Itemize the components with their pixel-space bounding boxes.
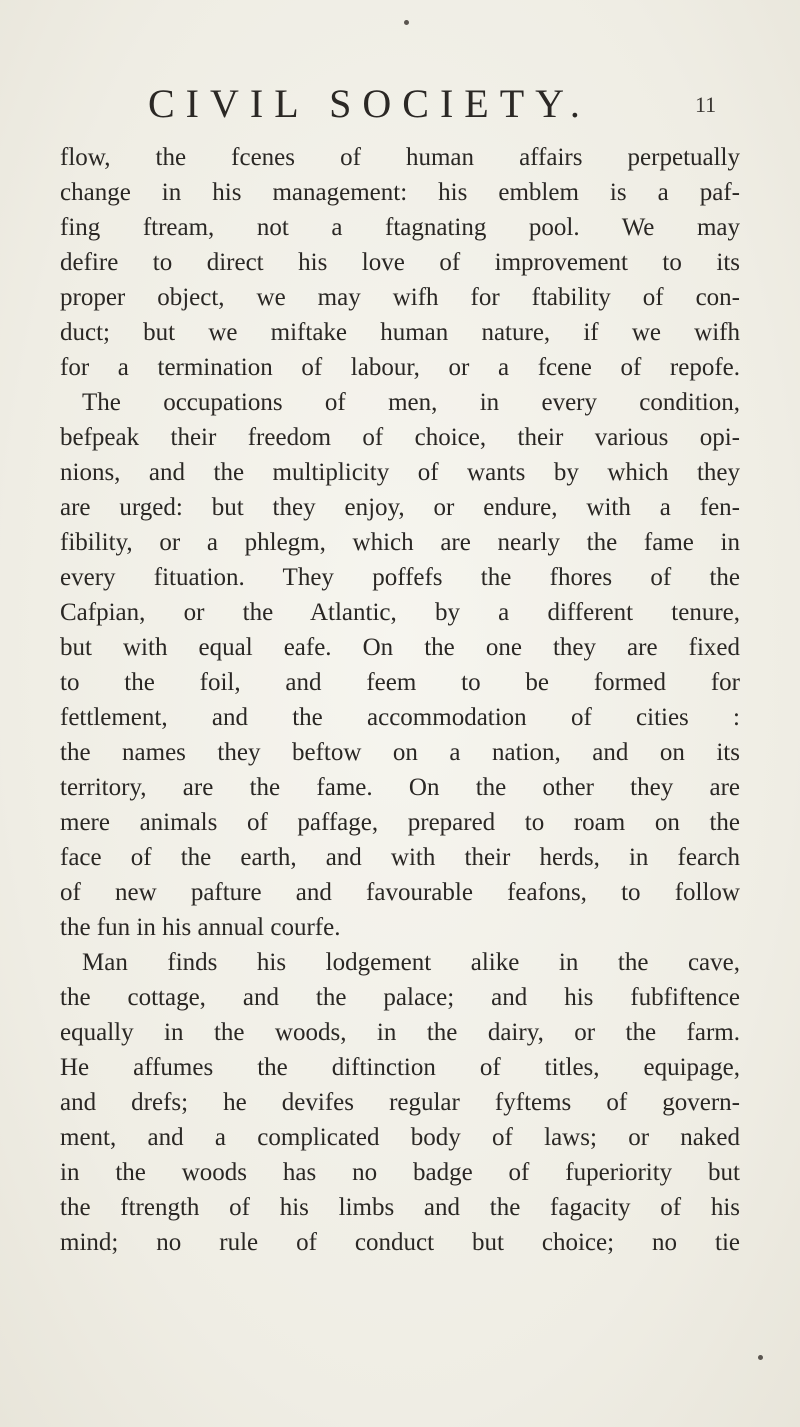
text-line: equally in the woods, in the dairy, or the farm. xyxy=(60,1019,740,1046)
text-line: the ftrength of his limbs and the fagacity of his xyxy=(60,1194,740,1221)
text-line: mere animals of paffage, prepared to roam on the xyxy=(60,809,740,836)
text-line: mind; no rule of conduct but choice; no tie xyxy=(60,1229,740,1256)
text-line: fing ftream, not a ftagnating pool. We may xyxy=(60,214,740,241)
text-line: befpeak their freedom of choice, their various opi- xyxy=(60,424,740,451)
text-line: proper object, we may wifh for ftability of con- xyxy=(60,284,740,311)
text-line: the names they beftow on a nation, and on its xyxy=(60,739,740,766)
page-number: 11 xyxy=(695,92,717,117)
text-line: territory, are the fame. On the other they are xyxy=(60,774,740,801)
running-head: CIVIL SOCIETY. xyxy=(148,81,591,126)
text-line: ment, and a complicated body of laws; or naked xyxy=(60,1124,740,1151)
print-speck xyxy=(758,1355,763,1360)
text-line: but with equal eafe. On the one they are fixed xyxy=(60,634,740,661)
text-line: defire to direct his love of improvement to its xyxy=(60,249,740,276)
text-line: the cottage, and the palace; and his fubfiftence xyxy=(60,984,740,1011)
text-line: face of the earth, and with their herds, in fearch xyxy=(60,844,740,871)
text-line: every fituation. They poffefs the fhores of the xyxy=(60,564,740,591)
text-line: fettlement, and the accommodation of cities : xyxy=(60,704,740,731)
text-line: to the foil, and feem to be formed for xyxy=(60,669,740,696)
print-speck xyxy=(404,20,409,25)
text-line: Cafpian, or the Atlantic, by a different tenure, xyxy=(60,599,740,626)
text-line: nions, and the multiplicity of wants by which they xyxy=(60,459,740,486)
text-line: and drefs; he devifes regular fyftems of govern- xyxy=(60,1089,740,1116)
text-line: of new pafture and favourable feafons, to follow xyxy=(60,879,740,906)
text-line: Man finds his lodgement alike in the cave, xyxy=(82,949,740,976)
text-line: flow, the fcenes of human affairs perpetually xyxy=(60,144,740,171)
page-header xyxy=(0,80,800,128)
text-line: He affumes the diftinction of titles, equipage, xyxy=(60,1054,740,1081)
text-line: in the woods has no badge of fuperiority but xyxy=(60,1159,740,1186)
text-line: for a termination of labour, or a fcene of repofe. xyxy=(60,354,740,381)
text-line: change in his management: his emblem is a paf- xyxy=(60,179,740,206)
body-text xyxy=(60,140,740,1260)
text-line: The occupations of men, in every condition, xyxy=(82,389,740,416)
text-line: fibility, or a phlegm, which are nearly the fame in xyxy=(60,529,740,556)
text-line: are urged: but they enjoy, or endure, with a fen- xyxy=(60,494,740,521)
text-line: duct; but we miftake human nature, if we wifh xyxy=(60,319,740,346)
text-line: the fun in his annual courfe. xyxy=(60,914,341,941)
